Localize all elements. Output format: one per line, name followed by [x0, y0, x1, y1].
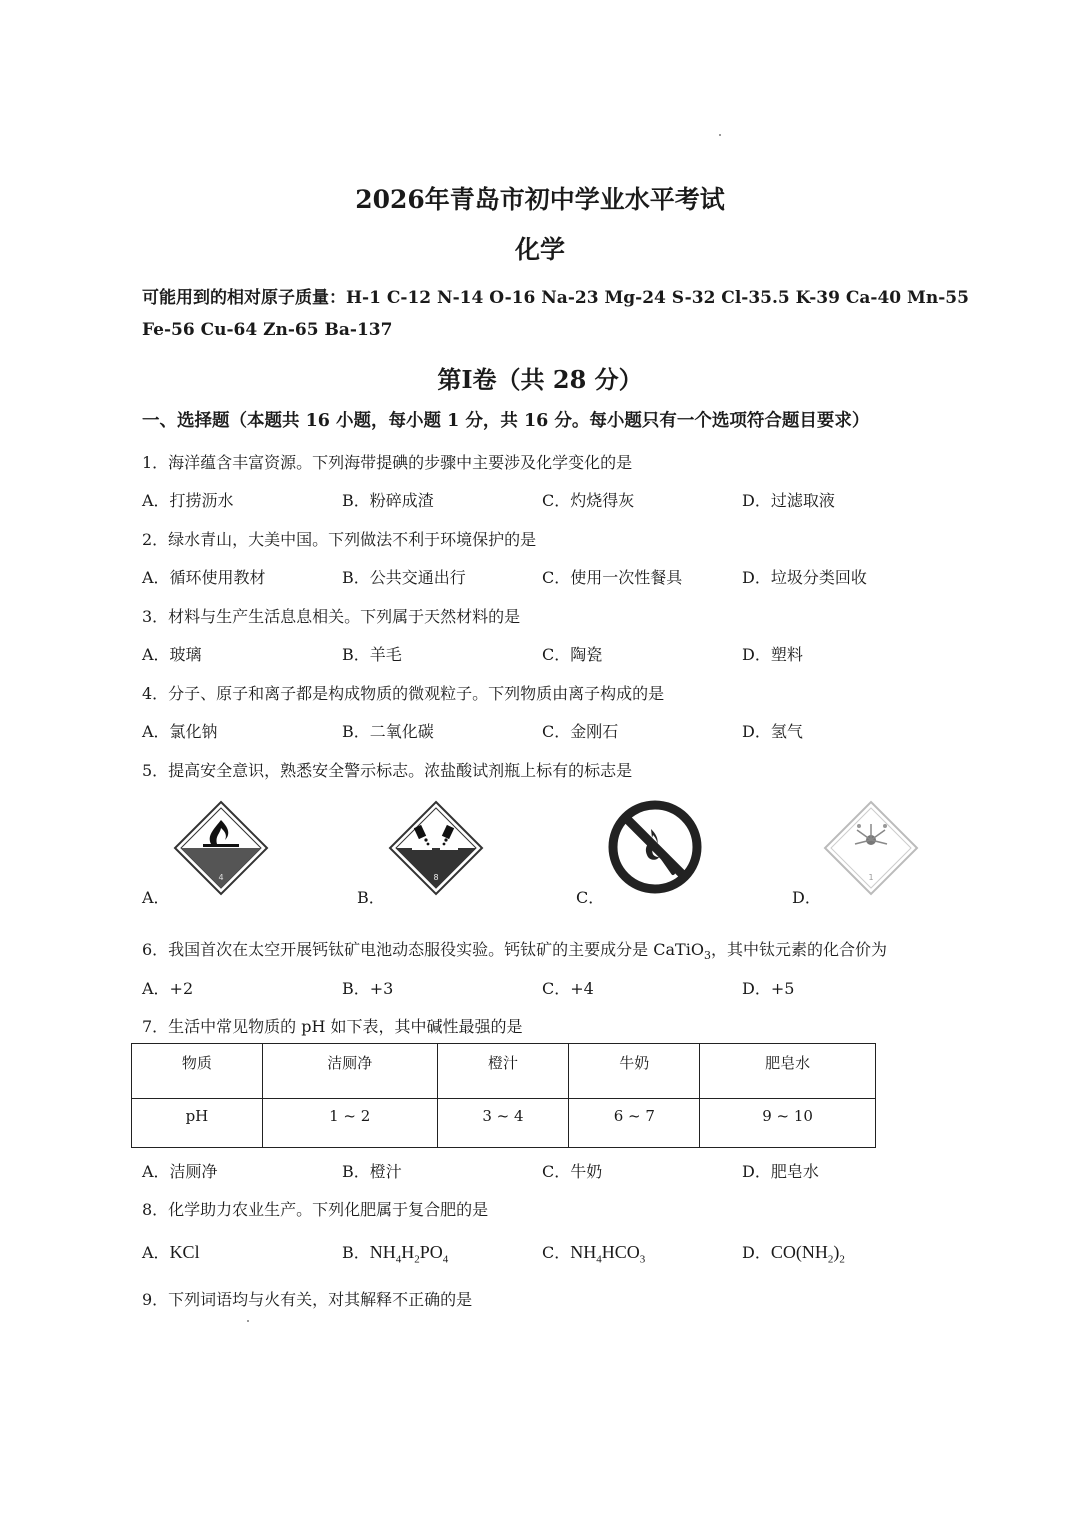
atomic-masses-line-1: 可能用到的相对原子质量：H-1 C-12 N-14 O-16 Na-23 Mg-24 S-32 Cl-35.5 K-39 Ca-40 Mn-55	[142, 288, 969, 308]
q5-option-a: A．	[142, 888, 170, 907]
question-4-stem: 4．分子、原子和离子都是构成物质的微观粒子。下列物质由离子构成的是	[142, 684, 665, 703]
question-5-stem: 5．提高安全意识，熟悉安全警示标志。浓盐酸试剂瓶上标有的标志是	[142, 761, 633, 780]
table-header-cell: 肥皂水	[700, 1044, 876, 1099]
q3-option-c: C．陶瓷	[542, 645, 603, 664]
q3-option-a: A．玻璃	[142, 645, 202, 664]
scan-dot	[719, 134, 721, 136]
question-7-stem: 7．生活中常见物质的 pH 如下表，其中碱性最强的是	[142, 1017, 523, 1036]
q4-option-d: D．氢气	[742, 722, 803, 741]
scan-dot	[247, 1320, 249, 1322]
question-3-stem: 3．材料与生产生活息息相关。下列属于天然材料的是	[142, 607, 521, 626]
q2-option-b: B．公共交通出行	[342, 568, 466, 587]
explosive-sign-icon	[823, 800, 919, 896]
q6-option-d: D．+5	[742, 979, 795, 998]
volume-heading: 第Ⅰ卷（共 28 分）	[437, 365, 643, 394]
table-header-cell: 物质	[132, 1044, 263, 1099]
q6-option-a: A．+2	[142, 979, 194, 998]
q5-option-b: B．	[357, 888, 385, 907]
table-cell: 3 ~ 4	[437, 1098, 569, 1147]
q8-option-b: B．$NH_4H_2PO_4$	[342, 1242, 449, 1266]
table-cell: 9 ~ 10	[700, 1098, 876, 1147]
q2-option-a: A．循环使用教材	[142, 568, 266, 587]
ph-table	[131, 1043, 876, 1148]
q4-option-b: B．二氧化碳	[342, 722, 434, 741]
q8-option-a: A．KCl	[142, 1242, 200, 1262]
no-open-flame-sign-icon	[607, 799, 703, 895]
q6-option-c: C．+4	[542, 979, 594, 998]
table-header-cell: 橙汁	[437, 1044, 569, 1099]
question-1-stem: 1．海洋蕴含丰富资源。下列海带提碘的步骤中主要涉及化学变化的是	[142, 453, 633, 472]
sign-b-class-number: 8	[433, 873, 439, 882]
exam-subject: 化学	[514, 235, 565, 264]
q8-option-c: C．$NH_4HCO_3$	[542, 1242, 646, 1266]
table-cell: 6 ~ 7	[569, 1098, 700, 1147]
q2-option-d: D．垃圾分类回收	[742, 568, 867, 587]
table-cell: pH	[132, 1098, 263, 1147]
question-2-stem: 2．绿水青山，大美中国。下列做法不利于环境保护的是	[142, 530, 537, 549]
q5-option-d: D．	[792, 888, 821, 907]
q7-option-d: D．肥皂水	[742, 1162, 819, 1181]
q1-option-a: A．打捞沥水	[142, 491, 234, 510]
q3-option-b: B．羊毛	[342, 645, 402, 664]
table-header-cell: 洁厕净	[262, 1044, 437, 1099]
q4-option-c: C．金刚石	[542, 722, 619, 741]
q7-option-c: C．牛奶	[542, 1162, 603, 1181]
q7-option-b: B．橙汁	[342, 1162, 402, 1181]
table-header-cell: 牛奶	[569, 1044, 700, 1099]
corrosive-sign-icon	[388, 800, 484, 896]
q3-option-d: D．塑料	[742, 645, 803, 664]
table-row	[132, 1044, 876, 1099]
q4-option-a: A．氯化钠	[142, 722, 218, 741]
table-cell: 1 ~ 2	[262, 1098, 437, 1147]
q8-option-d: D．$CO(NH_2)_2$	[742, 1242, 845, 1266]
question-8-stem: 8．化学助力农业生产。下列化肥属于复合肥的是	[142, 1200, 489, 1219]
flammable-solid-sign-icon	[173, 800, 269, 896]
q1-option-c: C．灼烧得灰	[542, 491, 635, 510]
q1-option-b: B．粉碎成渣	[342, 491, 434, 510]
sign-d-class-number: 1	[868, 873, 874, 882]
q5-option-c: C．	[576, 888, 605, 907]
table-row	[132, 1098, 876, 1147]
atomic-masses-line-2: Fe-56 Cu-64 Zn-65 Ba-137	[142, 320, 393, 340]
q2-option-c: C．使用一次性餐具	[542, 568, 683, 587]
q1-option-d: D．过滤取液	[742, 491, 835, 510]
q6-option-b: B．+3	[342, 979, 394, 998]
section-heading: 一、选择题（本题共 16 小题，每小题 1 分，共 16 分。每小题只有一个选项符合题目要求）	[142, 411, 870, 431]
q7-option-a: A．洁厕净	[142, 1162, 218, 1181]
sign-a-class-number: 4	[218, 873, 224, 882]
exam-title: 2026年青岛市初中学业水平考试	[355, 185, 725, 214]
question-9-stem: 9．下列词语均与火有关，对其解释不正确的是	[142, 1290, 473, 1309]
question-6-stem: 6．我国首次在太空开展钙钛矿电池动态服役实验。钙钛矿的主要成分是 CaTiO$_3$，其中钛元素的化合价为	[142, 940, 887, 963]
